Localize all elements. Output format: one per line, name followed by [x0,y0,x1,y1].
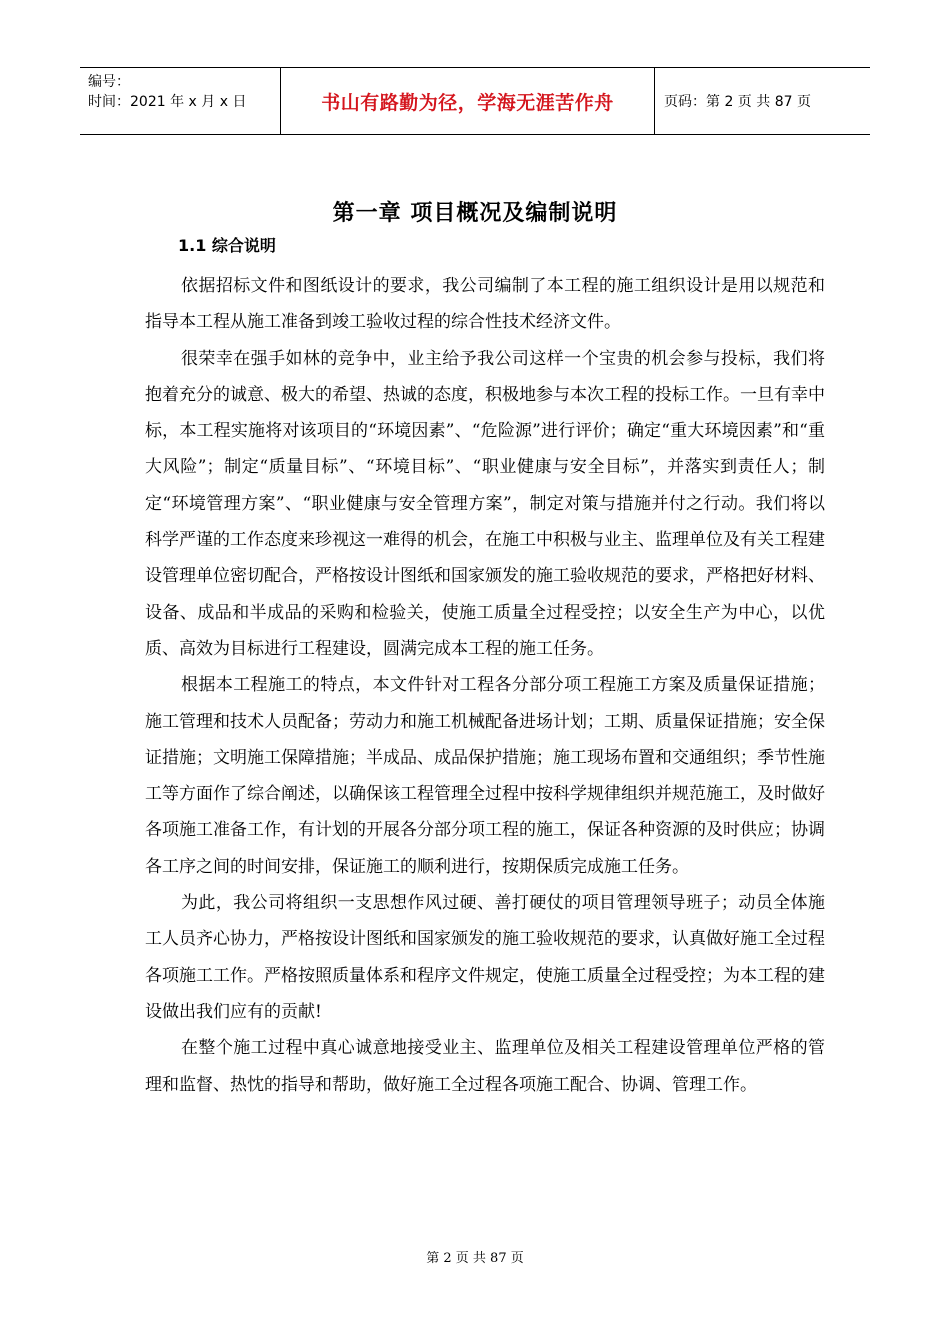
paragraph: 根据本工程施工的特点，本文件针对工程各分部分项工程施工方案及质量保证措施；施工管理和技术人员配备；劳动力和施工机械配备进场计划；工期、质量保证措施；安全保证措施；文明施工保障措施；半成品、成品保护措施；施工现场布置和交通组织；季节性施工等方面作了综合阐述，以确保该工程管理全过程中按科学规律组织并规范施工，及时做好各项施工准备工作，有计划的开展各分部分项工程的施工，保证各种资源的及时供应；协调各工序之间的时间安排，保证施工的顺利进行，按期保质完成施工任务。 [145,675,825,877]
document-date: 时间：2021 年 x 月 x 日 [88,94,247,110]
header-motto: 书山有路勤为径，学海无涯苦作舟 [281,68,655,134]
document-number: 编号： [88,74,130,90]
chapter-title: 第一章 项目概况及编制说明 [332,201,618,226]
page-footer: 第 2 页 共 87 页 [426,1251,524,1266]
header-page-code: 页码：第 2 页 共 87 页 [664,94,811,110]
paragraph: 在整个施工过程中真心诚意地接受业主、监理单位及相关工程建设管理单位严格的管理和监督、热忱的指导和帮助，做好施工全过程各项施工配合、协调、管理工作。 [145,1038,825,1095]
section-title: 1.1 综合说明 [178,236,276,255]
paragraph: 依据招标文件和图纸设计的要求，我公司编制了本工程的施工组织设计是用以规范和指导本工程从施工准备到竣工验收过程的综合性技术经济文件。 [145,276,825,333]
header-meta [80,68,281,134]
document-body [145,268,825,1103]
paragraph: 为此，我公司将组织一支思想作风过硬、善打硬仗的项目管理领导班子；动员全体施工人员齐心协力，严格按设计图纸和国家颁发的施工验收规范的要求，认真做好施工全过程各项施工工作。严格按照质量体系和程序文件规定，使施工质量全过程受控；为本工程的建设做出我们应有的贡献! [145,893,825,1022]
paragraph: 很荣幸在强手如林的竞争中，业主给予我公司这样一个宝贵的机会参与投标，我们将抱着充分的诚意、极大的希望、热诚的态度，积极地参与本次工程的投标工作。一旦有幸中标，本工程实施将对该项目的“环境因素”、“危险源”进行评价；确定“重大环境因素”和“重大风险”；制定“质量目标”、“环境目标”、“职业健康与安全目标”，并落实到责任人；制定“环境管理方案”、“职业健康与安全管理方案”，制定对策与措施并付之行动。我们将以科学严谨的工作态度来珍视这一难得的机会，在施工中积极与业主、监理单位及有关工程建设管理单位密切配合，严格按设计图纸和国家颁发的施工验收规范的要求，严格把好材料、设备、成品和半成品的采购和检验关，使施工质量全过程受控；以安全生产为中心，以优质、高效为目标进行工程建设，圆满完成本工程的施工任务。 [145,348,825,659]
page-header [80,67,870,135]
